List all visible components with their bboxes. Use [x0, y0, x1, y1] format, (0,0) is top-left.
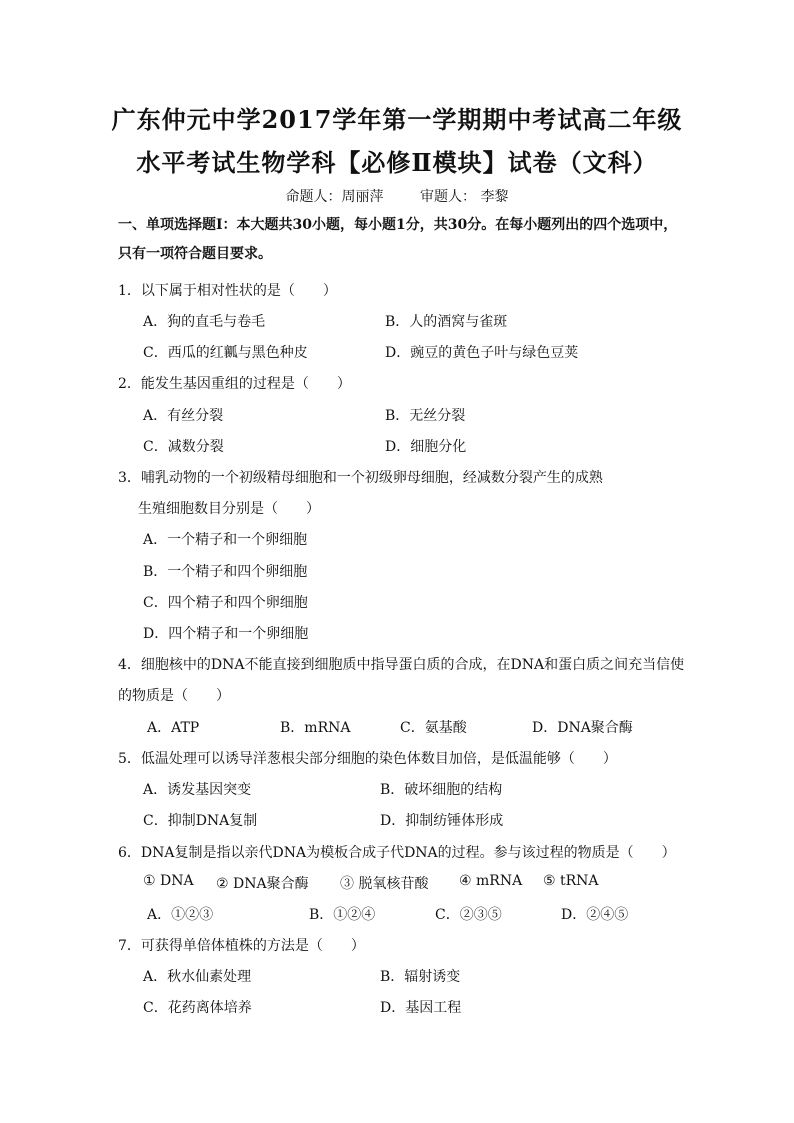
question-3-option-b: B．一个精子和四个卵细胞	[143, 564, 308, 580]
question-7-option-d: D．基因工程	[380, 1000, 462, 1016]
question-5-option-a: A．诱发基因突变	[143, 782, 252, 798]
question-2-option-a: A．有丝分裂	[143, 408, 224, 424]
reviewer: 审题人： 李黎	[420, 189, 509, 205]
question-3-option-c: C．四个精子和四个卵细胞	[143, 595, 308, 611]
question-6-item-1: ① DNA	[143, 873, 194, 889]
question-2-option-d: D．细胞分化	[385, 439, 467, 455]
question-6-stem: 6．DNA复制是指以亲代DNA为模板合成子代DNA的过程。参与该过程的物质是（ ）	[118, 845, 676, 861]
question-6-item-4: ④ mRNA	[459, 873, 523, 889]
question-7-option-b: B．辐射诱变	[380, 969, 461, 985]
question-1-option-a: A．狗的直毛与卷毛	[143, 314, 266, 330]
question-4-stem: 4．细胞核中的DNA不能直接到细胞质中指导蛋白质的合成，在DNA和蛋白质之间充当信使	[118, 657, 685, 673]
question-6-option-d: D．②④⑤	[561, 907, 629, 923]
question-4-option-b: B．mRNA	[280, 720, 351, 736]
question-3-stem-continued: 生殖细胞数目分别是（ ）	[138, 501, 320, 517]
exam-title-line-2: 水平考试生物学科【必修Ⅱ模块】试卷（文科）	[136, 148, 658, 177]
question-1-option-c: C．西瓜的红瓤与黑色种皮	[143, 345, 308, 361]
question-4-option-c: C．氨基酸	[400, 720, 467, 736]
question-1-option-b: B．人的酒窝与雀斑	[385, 314, 508, 330]
section-heading-line-2: 只有一项符合题目要求。	[118, 246, 272, 262]
section-heading-line-1: 一、单项选择题Ⅰ：本大题共30小题，每小题1分，共30分。在每小题列出的四个选项中，	[118, 217, 678, 233]
question-7-option-a: A．秋水仙素处理	[143, 969, 252, 985]
author-line	[0, 186, 794, 206]
question-4-option-d: D．DNA聚合酶	[532, 720, 633, 736]
exam-title-line-1: 广东仲元中学2017学年第一学期期中考试高二年级	[111, 105, 683, 134]
question-3-option-a: A．一个精子和一个卵细胞	[143, 532, 308, 548]
question-6-option-b: B．①②④	[309, 907, 376, 923]
question-6-option-a: A．①②③	[147, 907, 214, 923]
question-6-item-3: ③ 脱氧核苷酸	[340, 876, 429, 892]
author: 命题人：周丽萍	[285, 189, 384, 205]
question-6-option-c: C．②③⑤	[435, 907, 502, 923]
question-2-option-b: B．无丝分裂	[385, 408, 466, 424]
question-5-option-c: C．抑制DNA复制	[143, 813, 258, 829]
question-3-stem: 3．哺乳动物的一个初级精母细胞和一个初级卵母细胞，经减数分裂产生的成熟	[118, 470, 603, 486]
question-1-stem: 1．以下属于相对性状的是（ ）	[118, 283, 337, 299]
question-5-option-b: B．破坏细胞的结构	[380, 782, 503, 798]
question-2-option-c: C．减数分裂	[143, 439, 224, 455]
question-7-option-c: C．花药离体培养	[143, 1000, 252, 1016]
question-5-option-d: D．抑制纺锤体形成	[380, 813, 504, 829]
question-4-option-a: A．ATP	[147, 720, 200, 736]
question-4-stem-continued: 的物质是（ ）	[118, 688, 230, 704]
question-5-stem: 5．低温处理可以诱导洋葱根尖部分细胞的染色体数目加倍，是低温能够（ ）	[118, 751, 617, 767]
question-1-option-d: D．豌豆的黄色子叶与绿色豆荚	[385, 345, 579, 361]
question-6-item-2: ② DNA聚合酶	[216, 876, 309, 892]
question-3-option-d: D．四个精子和一个卵细胞	[143, 626, 309, 642]
question-7-stem: 7．可获得单倍体植株的方法是（ ）	[118, 938, 365, 954]
question-6-item-5: ⑤ tRNA	[543, 873, 599, 889]
question-2-stem: 2．能发生基因重组的过程是（ ）	[118, 376, 351, 392]
